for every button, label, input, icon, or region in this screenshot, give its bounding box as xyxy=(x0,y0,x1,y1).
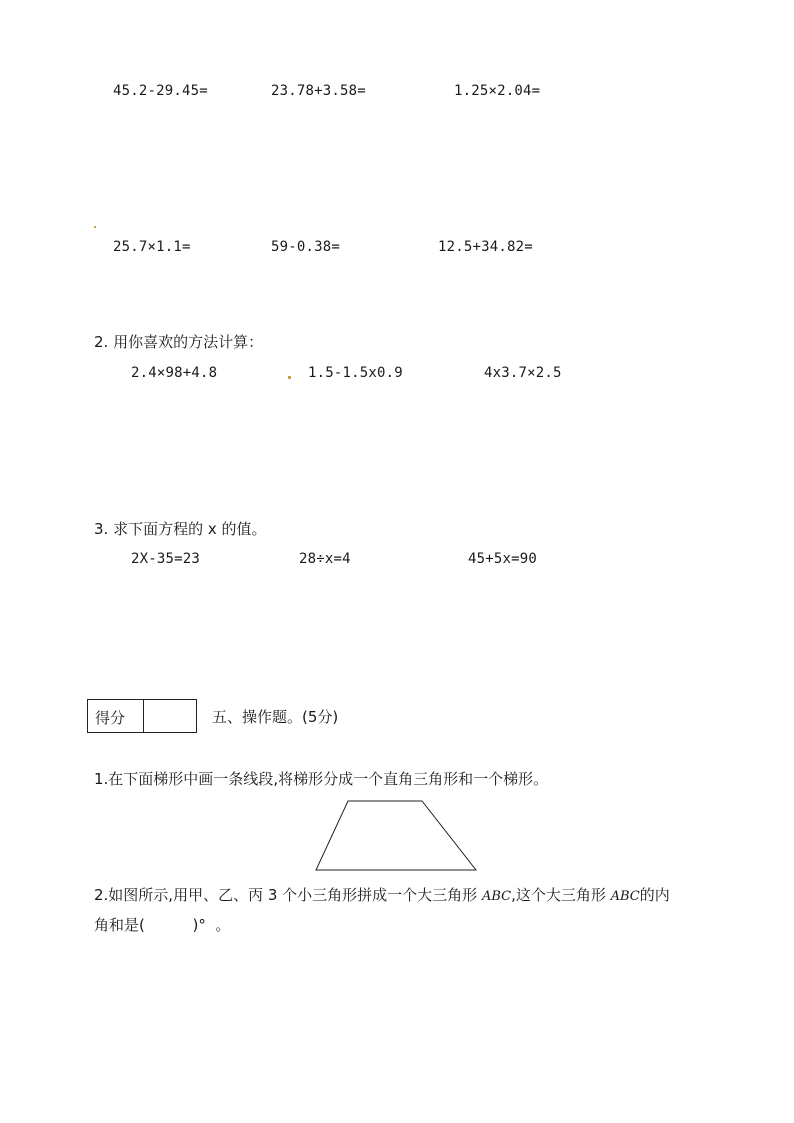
calc-item: 12.5+34.82= xyxy=(438,239,533,255)
triangle-label-abc: ABC xyxy=(610,889,640,904)
q2-item: 1.5-1.5x0.9 xyxy=(308,365,403,381)
calc-item: 23.78+3.58= xyxy=(271,83,366,99)
section-5-title: 五、操作题。(5分) xyxy=(212,708,339,726)
q3-item: 2X-35=23 xyxy=(131,551,201,567)
score-box xyxy=(87,699,197,733)
q3-item: 28÷x=4 xyxy=(299,551,351,567)
q3-item: 45+5x=90 xyxy=(468,551,538,567)
question-3-title: 3. 求下面方程的 x 的值。 xyxy=(94,520,267,538)
question-2-title: 2. 用你喜欢的方法计算： xyxy=(94,333,264,351)
op2-text-c: 的内 xyxy=(639,886,670,904)
stray-dot xyxy=(94,226,96,228)
trapezoid-figure xyxy=(310,795,482,875)
operation-question-1: 1.在下面梯形中画一条线段,将梯形分成一个直角三角形和一个梯形。 xyxy=(94,770,549,788)
op2-text-a: 2.如图所示,用甲、乙、丙 3 个小三角形拼成一个大三角形 xyxy=(94,886,482,904)
q2-item: 2.4×98+4.8 xyxy=(131,365,218,381)
operation-question-2-line1 xyxy=(94,884,670,905)
calc-item: 45.2-29.45= xyxy=(113,83,208,99)
triangle-label-abc: ABC xyxy=(481,889,512,904)
stray-dot xyxy=(288,376,291,379)
q2-item: 4x3.7×2.5 xyxy=(484,365,562,381)
score-label: 得分 xyxy=(95,709,126,727)
op2-text-b: ,这个大三角形 xyxy=(511,886,611,904)
calc-item: 1.25×2.04= xyxy=(454,83,541,99)
score-box-divider xyxy=(143,700,144,732)
calc-item: 25.7×1.1= xyxy=(113,239,191,255)
calc-item: 59-0.38= xyxy=(271,239,341,255)
operation-question-2-line2: 角和是( )° 。 xyxy=(94,916,231,934)
